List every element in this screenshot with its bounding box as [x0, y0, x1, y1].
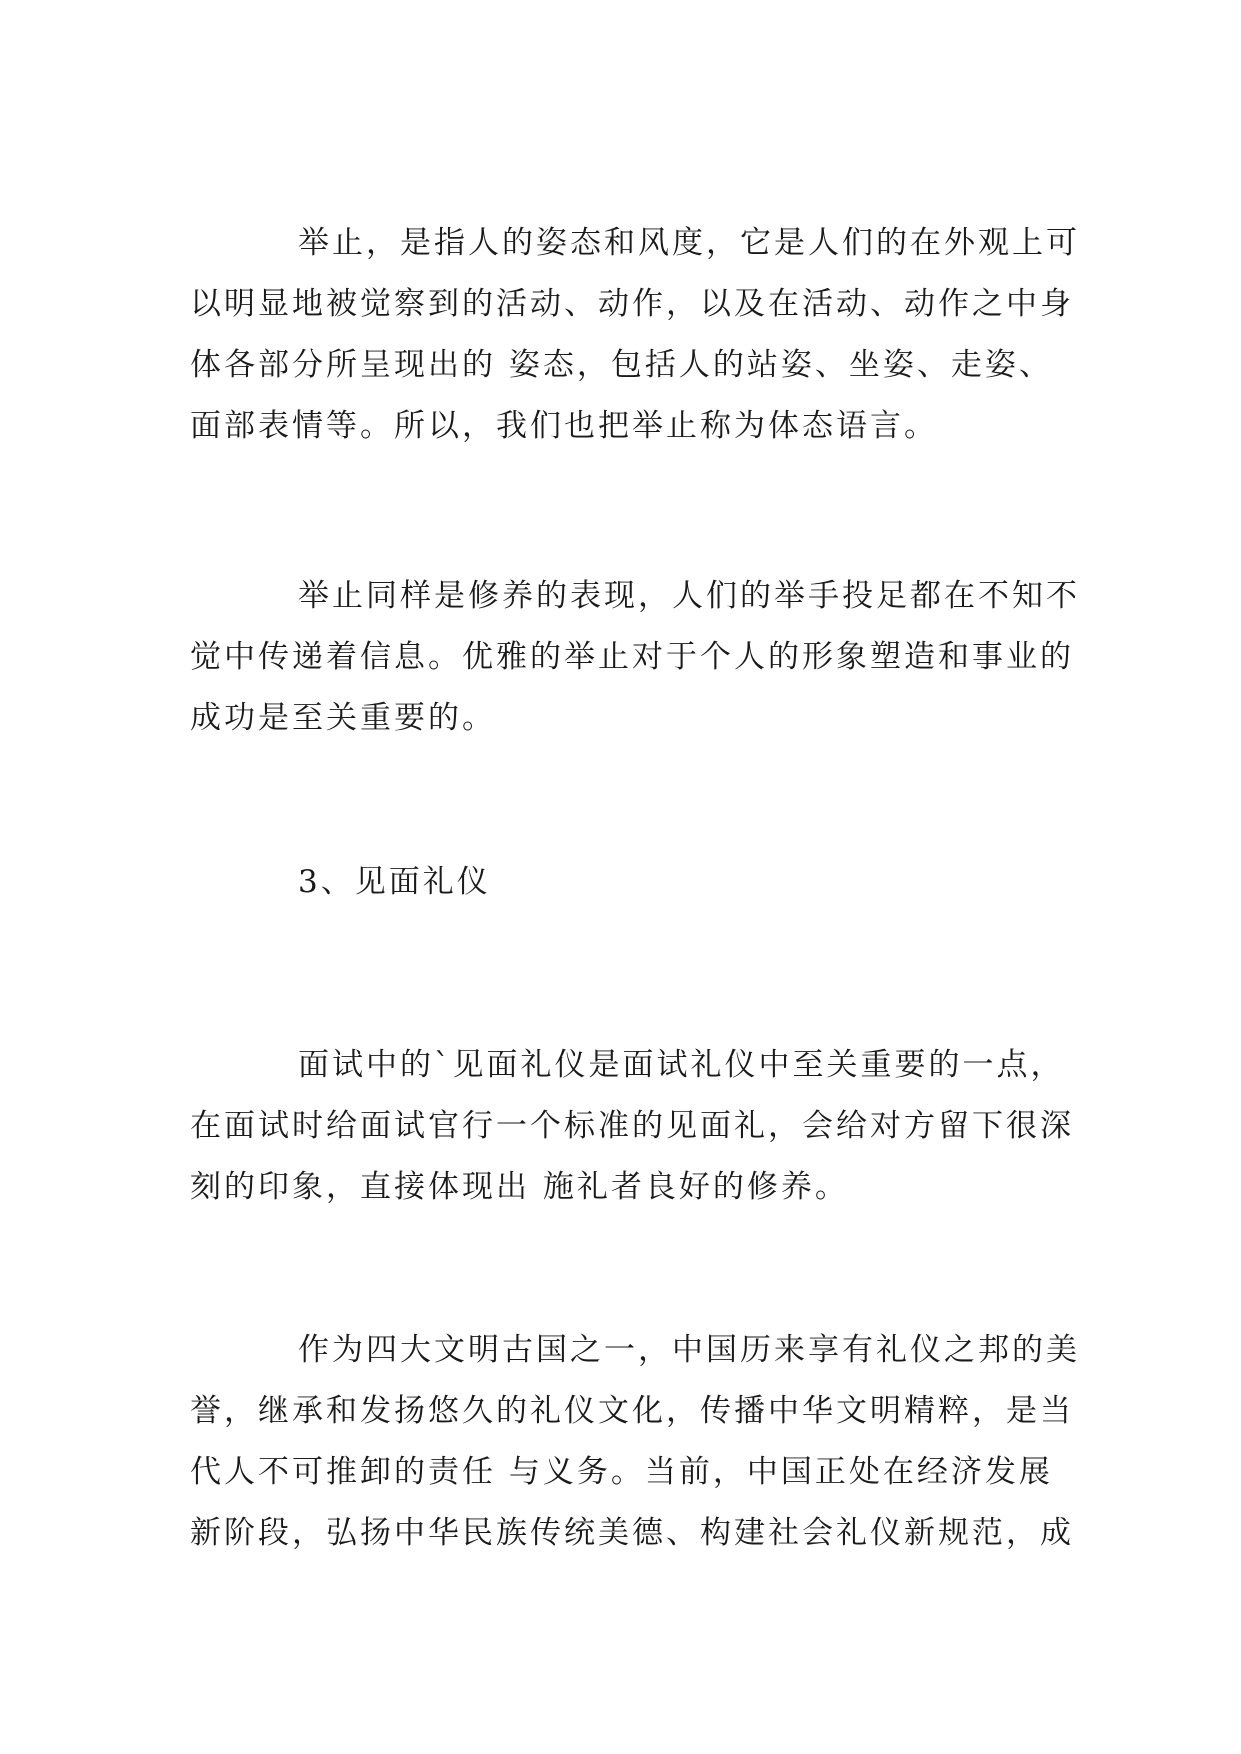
paragraph-line: 在面试时给面试官行一个标准的见面礼，会给对方留下很深: [190, 1108, 1074, 1144]
paragraph-line: 觉中传递着信息。优雅的举止对于个人的形象塑造和事业的: [190, 639, 1074, 675]
paragraph-line: 以明显地被觉察到的活动、动作，以及在活动、动作之中身: [190, 286, 1074, 322]
paragraph-line: 面部表情等。所以，我们也把举止称为体态语言。: [190, 408, 938, 444]
paragraph-line: 面试中的`见面礼仪是面试礼仪中至关重要的一点，: [298, 1047, 1065, 1083]
paragraph-line: 刻的印象，直接体现出 施礼者良好的修养。: [190, 1169, 849, 1205]
paragraph-line: 成功是至关重要的。: [190, 700, 496, 736]
paragraph-line: 体各部分所呈现出的 姿态，包括人的站姿、坐姿、走姿、: [190, 347, 1053, 383]
paragraph-line: 誉，继承和发扬悠久的礼仪文化，传播中华文明精粹，是当: [190, 1393, 1074, 1429]
paragraph-civilization: [190, 1320, 1080, 1564]
paragraph-line: 举止同样是修养的表现，人们的举手投足都在不知不: [298, 578, 1080, 614]
paragraph-line: 新阶段，弘扬中华民族传统美德、构建社会礼仪新规范，成: [190, 1515, 1074, 1551]
paragraph-posture: [190, 213, 1080, 457]
section-heading: [190, 852, 1050, 913]
paragraph-meeting-etiquette: [190, 1035, 1074, 1218]
paragraph-line: 代人不可推卸的责任 与义务。当前，中国正处在经济发展: [190, 1454, 1053, 1490]
paragraph-cultivation: [190, 566, 1080, 749]
section-heading-text: 3、见面礼仪: [298, 864, 491, 900]
paragraph-line: 作为四大文明古国之一，中国历来享有礼仪之邦的美: [298, 1332, 1080, 1368]
paragraph-line: 举止，是指人的姿态和风度，它是人们的在外观上可: [298, 225, 1080, 261]
